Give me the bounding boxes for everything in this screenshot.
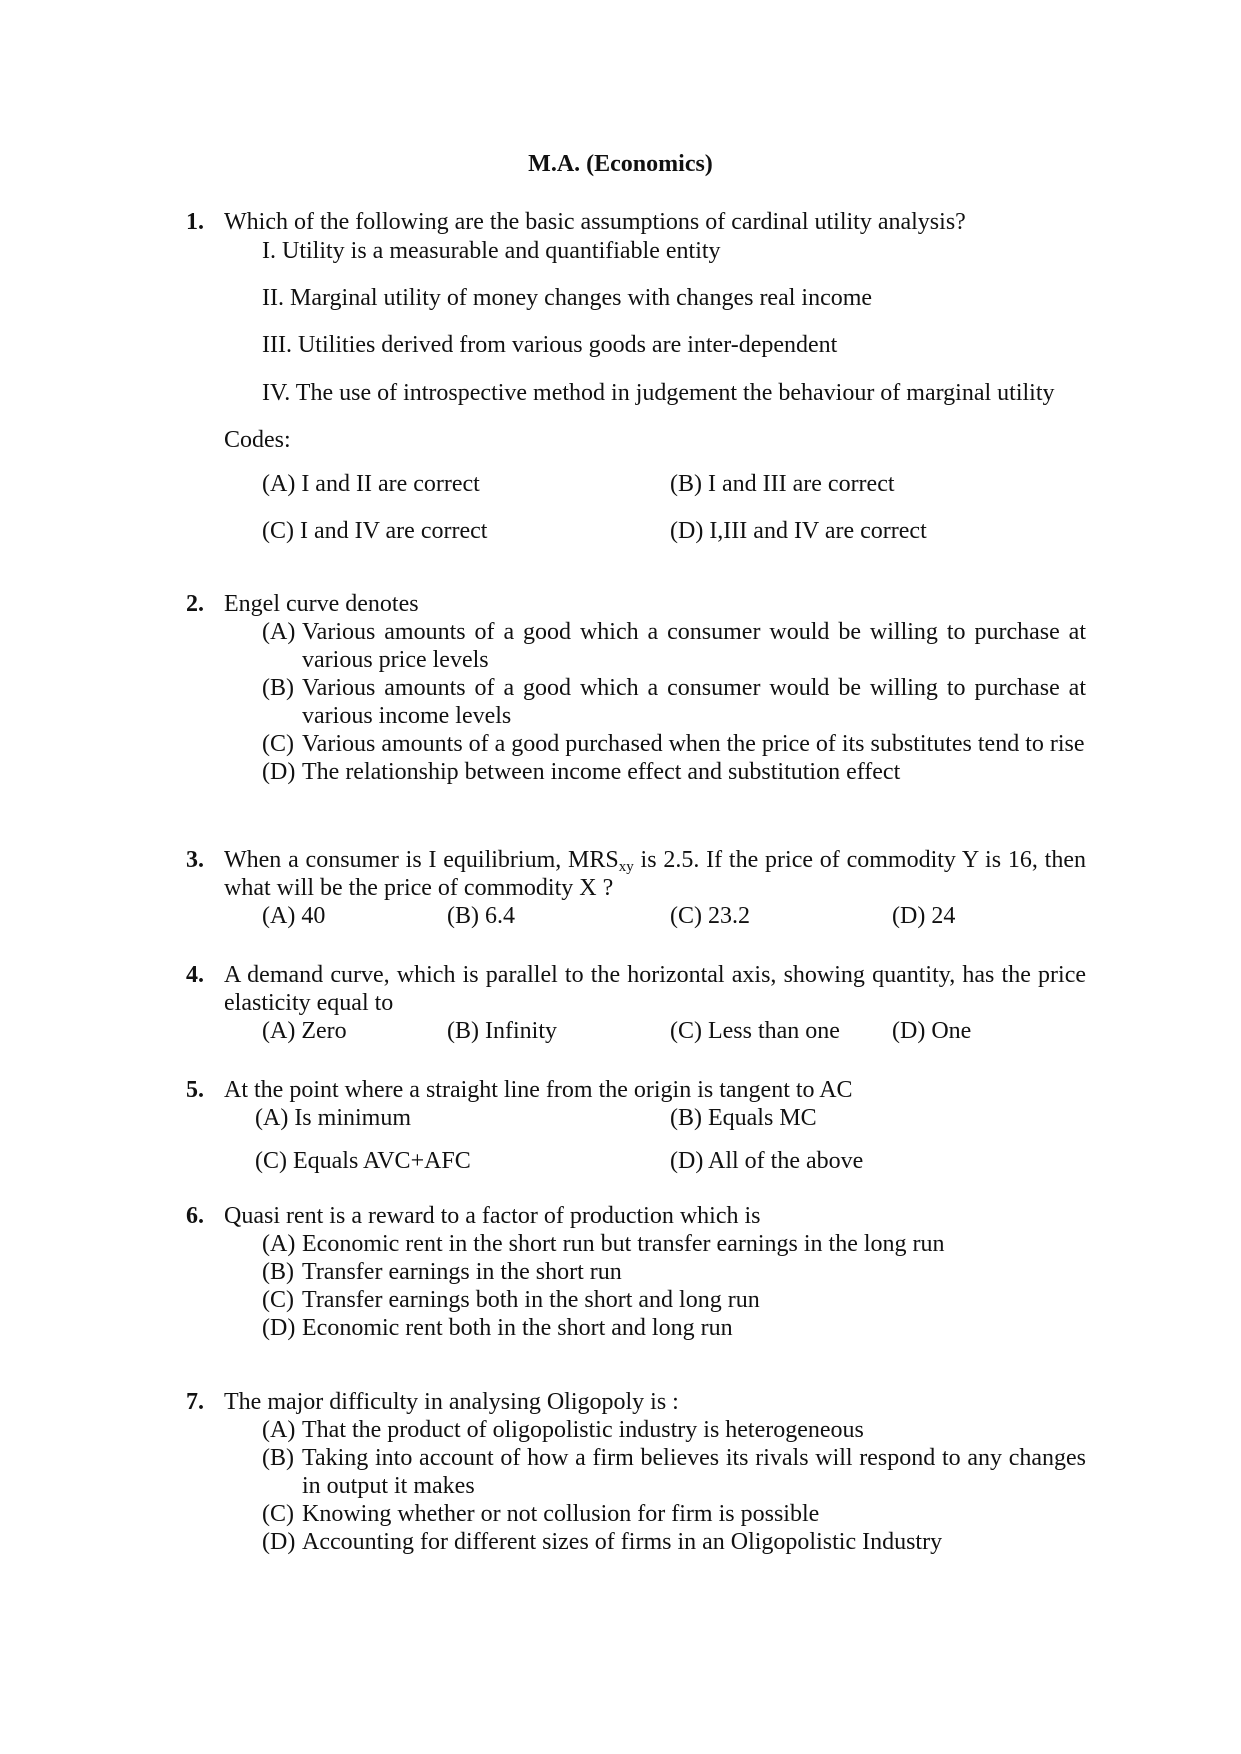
question-text	[224, 846, 1086, 902]
option-label: (D)	[262, 1529, 296, 1555]
question-2	[186, 590, 1086, 786]
option-text: Accounting for different sizes of firms in an Oligopolistic Industry	[302, 1529, 943, 1555]
option-c: (C) Equals AVC+AFC	[255, 1148, 471, 1174]
question-number: 5.	[186, 1077, 204, 1103]
question-text-end: is 2.5. If the price of commodity Y is 16, then what will be the price of commodity X ?	[224, 847, 1086, 901]
option-b	[262, 674, 1086, 730]
option-label: (A)	[262, 1231, 296, 1257]
option-label: (D)	[262, 1315, 296, 1341]
question-text: Which of the following are the basic assumptions of cardinal utility analysis?	[224, 209, 966, 235]
option-label: (C)	[262, 1287, 294, 1313]
option-label: (C)	[262, 731, 294, 757]
question-number: 6.	[186, 1203, 204, 1229]
option-text: Economic rent both in the short and long run	[302, 1315, 733, 1341]
option-c	[262, 1500, 1086, 1528]
option-d: (D) I,III and IV are correct	[670, 518, 927, 544]
option-text: Various amounts of a good purchased when the price of its substitutes tend to rise	[302, 731, 1085, 757]
option-text: Knowing whether or not collusion for firm is possible	[302, 1501, 820, 1527]
question-number: 1.	[186, 209, 204, 235]
option-d	[262, 1314, 1086, 1342]
option-d: (D) 24	[892, 903, 956, 929]
option-text: That the product of oligopolistic industry is heterogeneous	[302, 1417, 864, 1443]
option-text: The relationship between income effect and substitution effect	[302, 759, 901, 785]
option-d: (D) All of the above	[670, 1148, 864, 1174]
option-text: Various amounts of a good which a consumer would be willing to purchase at various income levels	[302, 675, 1086, 729]
question-number: 4.	[186, 962, 204, 988]
option-b: (B) Equals MC	[670, 1105, 817, 1131]
option-text: Transfer earnings in the short run	[302, 1259, 622, 1285]
question-text: A demand curve, which is parallel to the horizontal axis, showing quantity, has the price elasticity equal to	[224, 962, 1086, 1016]
option-a	[262, 1230, 1086, 1258]
option-text: Various amounts of a good which a consumer would be willing to purchase at various price levels	[302, 619, 1086, 673]
option-c: (C) Less than one	[670, 1018, 840, 1044]
option-a: (A) I and II are correct	[262, 471, 480, 497]
codes-label: Codes:	[224, 427, 291, 453]
question-text: The major difficulty in analysing Oligopoly is :	[224, 1389, 679, 1415]
option-a: (A) Zero	[262, 1018, 347, 1044]
option-label: (A)	[262, 619, 296, 645]
option-d	[262, 758, 1086, 786]
statement-4: IV. The use of introspective method in judgement the behaviour of marginal utility	[262, 380, 1055, 406]
option-a	[262, 1416, 1086, 1444]
option-label: (D)	[262, 759, 296, 785]
option-c: (C) 23.2	[670, 903, 750, 929]
question-3	[186, 846, 1086, 930]
option-c: (C) I and IV are correct	[262, 518, 488, 544]
option-label: (B)	[262, 675, 294, 701]
option-b	[262, 1444, 1086, 1500]
question-number: 7.	[186, 1389, 204, 1415]
question-6	[186, 1202, 1086, 1342]
question-text-start: When a consumer is I equilibrium, MRS	[224, 847, 619, 873]
option-d	[262, 1528, 1086, 1556]
page-title: M.A. (Economics)	[528, 151, 713, 177]
option-b	[262, 1258, 1086, 1286]
question-4	[186, 961, 1086, 1045]
subscript: xy	[618, 859, 634, 875]
option-a	[262, 618, 1086, 674]
option-b: (B) 6.4	[447, 903, 515, 929]
option-label: (A)	[262, 1417, 296, 1443]
option-label: (B)	[262, 1445, 294, 1471]
option-text: Transfer earnings both in the short and long run	[302, 1287, 760, 1313]
statement-1: I. Utility is a measurable and quantifiable entity	[262, 238, 721, 264]
question-text: Engel curve denotes	[224, 591, 419, 617]
option-label: (C)	[262, 1501, 294, 1527]
option-d: (D) One	[892, 1018, 972, 1044]
question-number: 2.	[186, 591, 204, 617]
option-c	[262, 1286, 1086, 1314]
option-label: (B)	[262, 1259, 294, 1285]
option-text: Economic rent in the short run but transfer earnings in the long run	[302, 1231, 945, 1257]
option-text: Taking into account of how a firm believes its rivals will respond to any changes in output it makes	[302, 1445, 1086, 1499]
option-c	[262, 730, 1086, 758]
option-a: (A) Is minimum	[255, 1105, 411, 1131]
question-number: 3.	[186, 847, 204, 873]
question-7	[186, 1388, 1086, 1556]
option-b: (B) I and III are correct	[670, 471, 895, 497]
question-text: Quasi rent is a reward to a factor of production which is	[224, 1203, 761, 1229]
statement-3: III. Utilities derived from various goods are inter-dependent	[262, 332, 838, 358]
option-a: (A) 40	[262, 903, 326, 929]
statement-2: II. Marginal utility of money changes with changes real income	[262, 285, 873, 311]
question-text: At the point where a straight line from the origin is tangent to AC	[224, 1077, 853, 1103]
option-b: (B) Infinity	[447, 1018, 557, 1044]
